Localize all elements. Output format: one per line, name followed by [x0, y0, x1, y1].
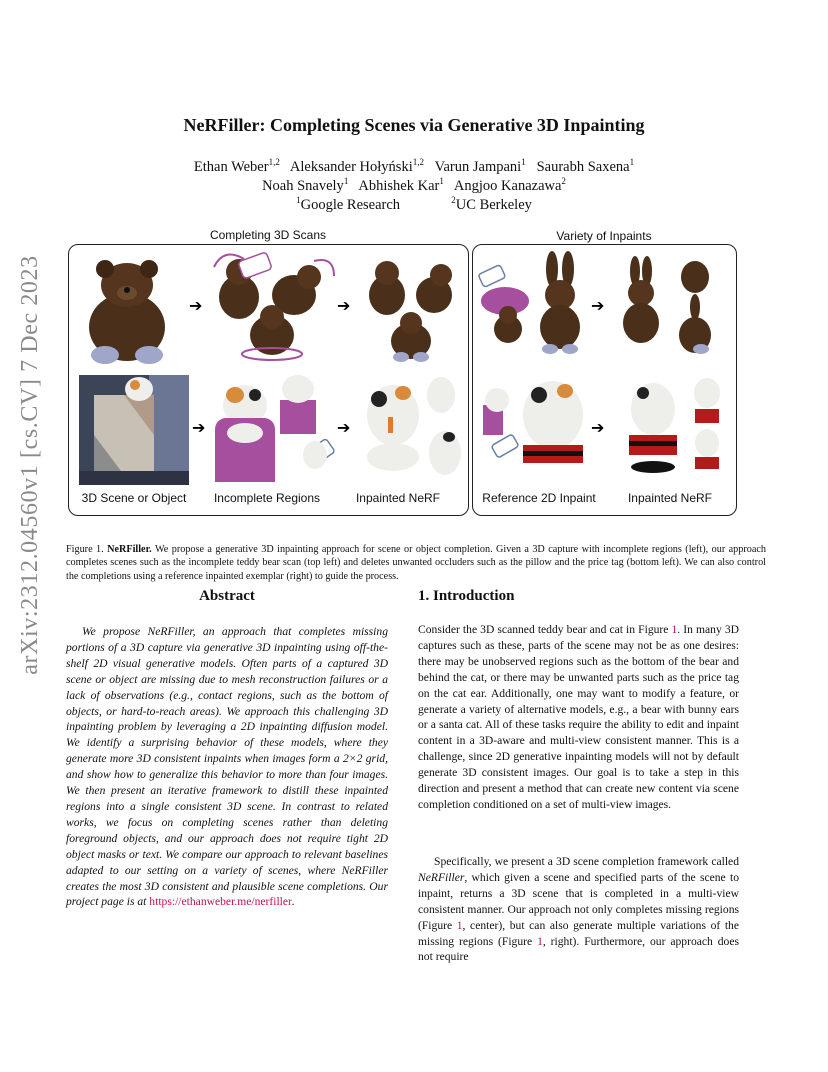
affiliation-name: Google Research: [300, 197, 401, 213]
figure-ref-link[interactable]: 1: [537, 934, 543, 948]
bunny-ear-bear-image: [540, 251, 580, 354]
project-page-link[interactable]: https://ethanweber.me/nerfiller: [149, 895, 292, 909]
arrow-icon: ➔: [591, 418, 605, 437]
author-name: Aleksander Hołyński: [289, 159, 413, 175]
intro-emphasis: NeRFiller: [418, 870, 465, 884]
author-name: Varun Jampani: [434, 159, 522, 175]
figure-right-panel: [472, 244, 737, 516]
figure-ref-link[interactable]: 1: [456, 918, 463, 932]
intro-text: Specifically, we present a 3D scene completion framework called: [434, 855, 739, 868]
authors-line-2: [0, 177, 828, 196]
inpainted-santa-cat-views: [629, 378, 720, 473]
introduction-paragraph-2: [418, 854, 739, 965]
left-panel-title: Completing 3D Scans: [209, 228, 327, 242]
arrow-icon: ➔: [337, 418, 351, 437]
author-name: Saurabh Saxena: [536, 159, 630, 175]
inpainted-cat-views: [367, 377, 461, 475]
abstract-body: We propose NeRFiller, an approach that completes missing portions of a 3D capture via generative 3D inpainting using off-the-shelf 2D visual generative models. Often parts of a captured 3D scene or object are missing due to mesh reconstruction failures or a lack of observations (e.g., contact regions, such as the bottom of objects, or hard-to-reach areas). We approach this challenging 3D inpainting problem by leveraging a 2D inpainting diffusion model. We identify a surprising behavior of these models, where they generate more 3D consistent inpaints when images form a 2×2 grid, and show how to generalize this behavior to more than four images. We then present an iterative framework to distill these inpainted regions into a single consistent 3D scene. In contrast to related works, we focus on completing scenes rather than deleting foreground objects, and our approach does not require tight 2D object masks or text. We compare our approach to relevant baselines adapted to our setting on a variety of scenes, where NeRFiller creates the most 3D consistent and plausible scene completions. Our project page is at: [66, 625, 388, 909]
affiliations: [0, 196, 828, 215]
arrow-icon: ➔: [189, 296, 203, 315]
figure-label-inpainted-nerf-right: Inpainted NeRF: [627, 491, 713, 505]
reference-santa-cat-image: [483, 381, 583, 463]
author-name: Ethan Weber: [193, 159, 269, 175]
intro-text: . In many 3D captures such as these, parts of the scene may not be as one desires: there may be unobserved regions such as the bottom of the bear and behind the cat, or there may be unwanted parts such as the price tag on the cat ear. Additionally, one may want to modify a feature, or generate a variety of alternative models, e.g., a bear with bunny ears or a santa cat. All of these tasks require the ability to edit and inpaint content in a 3D-aware and multi-view consistent manner. This is a challenge, since 2D generative inpainting models will not by default generate 3D consistent images. Our goal is to take a step in this direction and present a method that can create new content via scene completion conditioned on a set of multi-view images.: [418, 623, 739, 811]
right-panel-artwork: [473, 245, 736, 515]
reference-bunny-bear-image: [478, 265, 529, 343]
author-affiliation-mark: 1,2: [412, 157, 424, 168]
author-name: Angjoo Kanazawa: [453, 178, 562, 194]
introduction-heading: 1. Introduction: [418, 588, 515, 604]
figure-label-inpainted-nerf-left: Inpainted NeRF: [355, 491, 441, 505]
intro-text: Consider the 3D scanned teddy bear and cat in Figure: [418, 623, 672, 636]
affiliation-name: UC Berkeley: [455, 197, 532, 213]
figure-left-panel: [68, 244, 469, 516]
abstract-end: .: [291, 895, 295, 909]
author-affiliation-mark: 1: [343, 176, 349, 187]
figure-caption: [66, 543, 766, 583]
author-affiliation-mark: 1: [521, 157, 526, 168]
incomplete-bear-views: [214, 252, 334, 360]
author-name: Noah Snavely: [262, 178, 344, 194]
abstract-heading: Abstract: [199, 588, 255, 604]
author-affiliation-mark: 2: [561, 176, 566, 187]
affiliation-mark: 2: [451, 195, 456, 206]
figure-label-3d-scene: 3D Scene or Object: [81, 491, 187, 505]
arrow-icon: ➔: [337, 296, 351, 315]
intro-text: , center), but can also generate multiple variations of the missing regions (Figure: [418, 918, 739, 948]
author-affiliation-mark: 1,2: [268, 157, 280, 168]
intro-text: , right). Furthermore, our approach does not require: [418, 934, 739, 964]
authors-line-1: [0, 158, 828, 177]
inpainted-bunny-bear-views: [623, 256, 711, 354]
arrow-icon: ➔: [192, 418, 206, 437]
introduction-paragraph-1: [418, 622, 739, 813]
scene-with-pillow-image: [79, 375, 189, 485]
incomplete-cat-image: [215, 375, 335, 482]
figure-label-reference-2d-inpaint: Reference 2D Inpaint: [482, 491, 596, 505]
author-affiliation-mark: 1: [629, 157, 635, 168]
figure-label-incomplete-regions: Incomplete Regions: [213, 491, 321, 505]
figure-caption-text: We propose a generative 3D inpainting approach for scene or object completion. Given a 3D capture with incomplete regions (left), our approach completes scenes such as the incomplete teddy bear scan (top left) and deletes unwanted occluders such as the pillow and the price tag (bottom left). We can also control the completions using a reference inpainted exemplar (right) to guide the process.: [66, 544, 766, 582]
figure-ref-link[interactable]: 1: [671, 623, 678, 636]
teddy-bear-image: [89, 260, 165, 364]
arrow-icon: ➔: [591, 296, 605, 315]
paper-title: NeRFiller: Completing Scenes via Generative 3D Inpainting: [183, 115, 645, 135]
figure-caption-bold: NeRFiller.: [107, 544, 152, 555]
author-name: Abhishek Kar: [358, 178, 440, 194]
abstract-text: [66, 624, 388, 910]
inpainted-bear-views: [369, 261, 452, 362]
author-affiliation-mark: 1: [439, 176, 444, 187]
affiliation-mark: 1: [296, 195, 301, 206]
arxiv-stamp: arXiv:2312.04560v1 [cs.CV] 7 Dec 2023: [17, 255, 43, 675]
figure-caption-prefix: Figure 1.: [66, 544, 108, 555]
left-panel-artwork: [69, 245, 468, 515]
right-panel-title: Variety of Inpaints: [556, 229, 652, 243]
intro-text: , which given a scene and specified parts of the scene to inpaint, returns a 3D scene that is completed in a multi-view consistent manner. Our approach not only completes missing regions (Figure: [418, 870, 739, 932]
